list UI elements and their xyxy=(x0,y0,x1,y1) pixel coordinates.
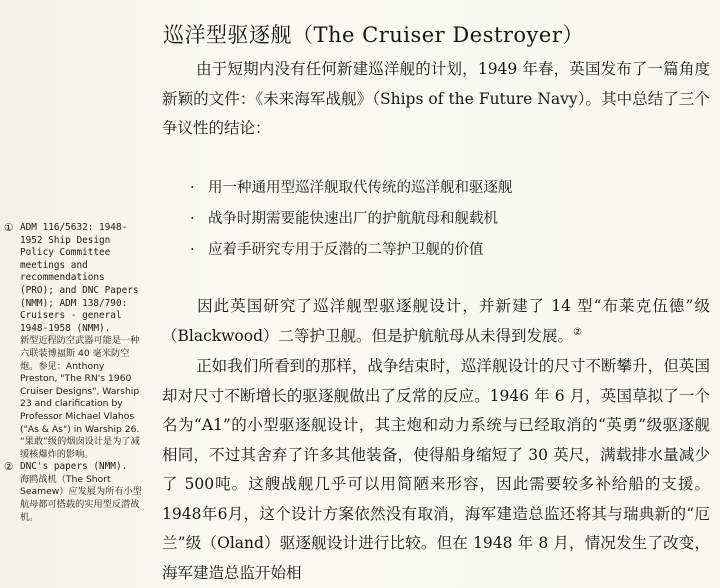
footnote-text-cn-2: “果敢”级的烟囱设计是为了减缓核爆炸的影响。 xyxy=(20,436,140,460)
list-item xyxy=(190,207,690,238)
list-item-text: 用一种通用型巡洋舰取代传统的巡洋舰和驱逐舰 xyxy=(208,180,513,196)
footnote-reference: ② xyxy=(573,326,582,338)
footnote-text-cn: 海鸥战机（The Short Seamew）应发展为所有小型航母都可搭载的实用型反潜战机。 xyxy=(20,473,142,523)
list-item xyxy=(190,176,690,207)
blackwood-paragraph-text: 因此英国研究了巡洋舰型驱逐舰设计，并新建了 14 型“布莱克伍德”级（Blackwood）二等护卫舰。但是护航航母从未得到发展。 xyxy=(162,297,710,345)
blackwood-paragraph xyxy=(162,292,710,351)
footnote-text-cn: 新型近程防空武器可能是一种六联装博福斯 40 毫米防空炮。参见：Anthony Preston, "The RN's 1960 Cruiser Designs", Warship 23 and clarification by Professor Michael Vlahos ("As & As") in Warship 26. xyxy=(20,335,140,435)
footnote-text: DNC's papers (NMM). xyxy=(20,461,128,473)
footnote xyxy=(3,461,143,524)
a1-destroyer-paragraph-text: 正如我们所看到的那样，战争结束时，巡洋舰设计的尺寸不断攀升，但英国却对尺寸不断增长的驱逐舰做出了反常的反应。1946 年 6 月，英国草拟了一个名为“A1”的小型驱逐舰设计，其主炮和动力系统与已经取消的“英勇”级驱逐舰相同，不过其舍弃了许多其他装备，使得船身缩短了 30 英尺，满载排水量减少了 500吨。这艘战舰几乎可以用简陋来形容，因此需要较多补给船的支援。1948年6月，这个设计方案依然没有取消，海军建造总监还将其与瑞典新的“厄兰”级（Oland）驱逐舰设计进行比较。但在 1948 年 8 月，情况发生了改变，海军建造总监开始相 xyxy=(162,357,710,582)
footnote xyxy=(3,222,143,461)
bullet-dot-icon: · xyxy=(190,242,195,258)
list-item-text: 应着手研究专用于反潜的二等护卫舰的价值 xyxy=(208,242,484,258)
bullet-dot-icon: · xyxy=(190,211,195,227)
section-title: 巡洋型驱逐舰（The Cruiser Destroyer） xyxy=(163,23,584,47)
list-item xyxy=(190,238,690,269)
intro-paragraph xyxy=(162,55,710,144)
footnote-text: ADM 116/5632: 1948-1952 Ship Design Policy Committee meetings and recommendations (PRO); and DNC Papers (NMM); ADM 138/790: Cruisers - general 1948-1958 (NMM). xyxy=(20,222,139,334)
list-item-text: 战争时期需要能快速出厂的护航航母和舰载机 xyxy=(208,211,498,227)
margin-notes xyxy=(3,222,143,524)
bullet-dot-icon: · xyxy=(190,180,195,196)
footnote-marker: ② xyxy=(4,461,14,474)
a1-destroyer-paragraph xyxy=(162,352,710,588)
footnote-marker: ① xyxy=(4,222,14,234)
intro-paragraph-text: 由于短期内没有任何新建巡洋舰的计划，1949 年春，英国发布了一篇角度新颖的文件：《未来海军战舰》（Ships of the Future Navy）。其中总结了三个争议性的结论： xyxy=(162,60,710,137)
conclusion-list xyxy=(190,176,690,269)
